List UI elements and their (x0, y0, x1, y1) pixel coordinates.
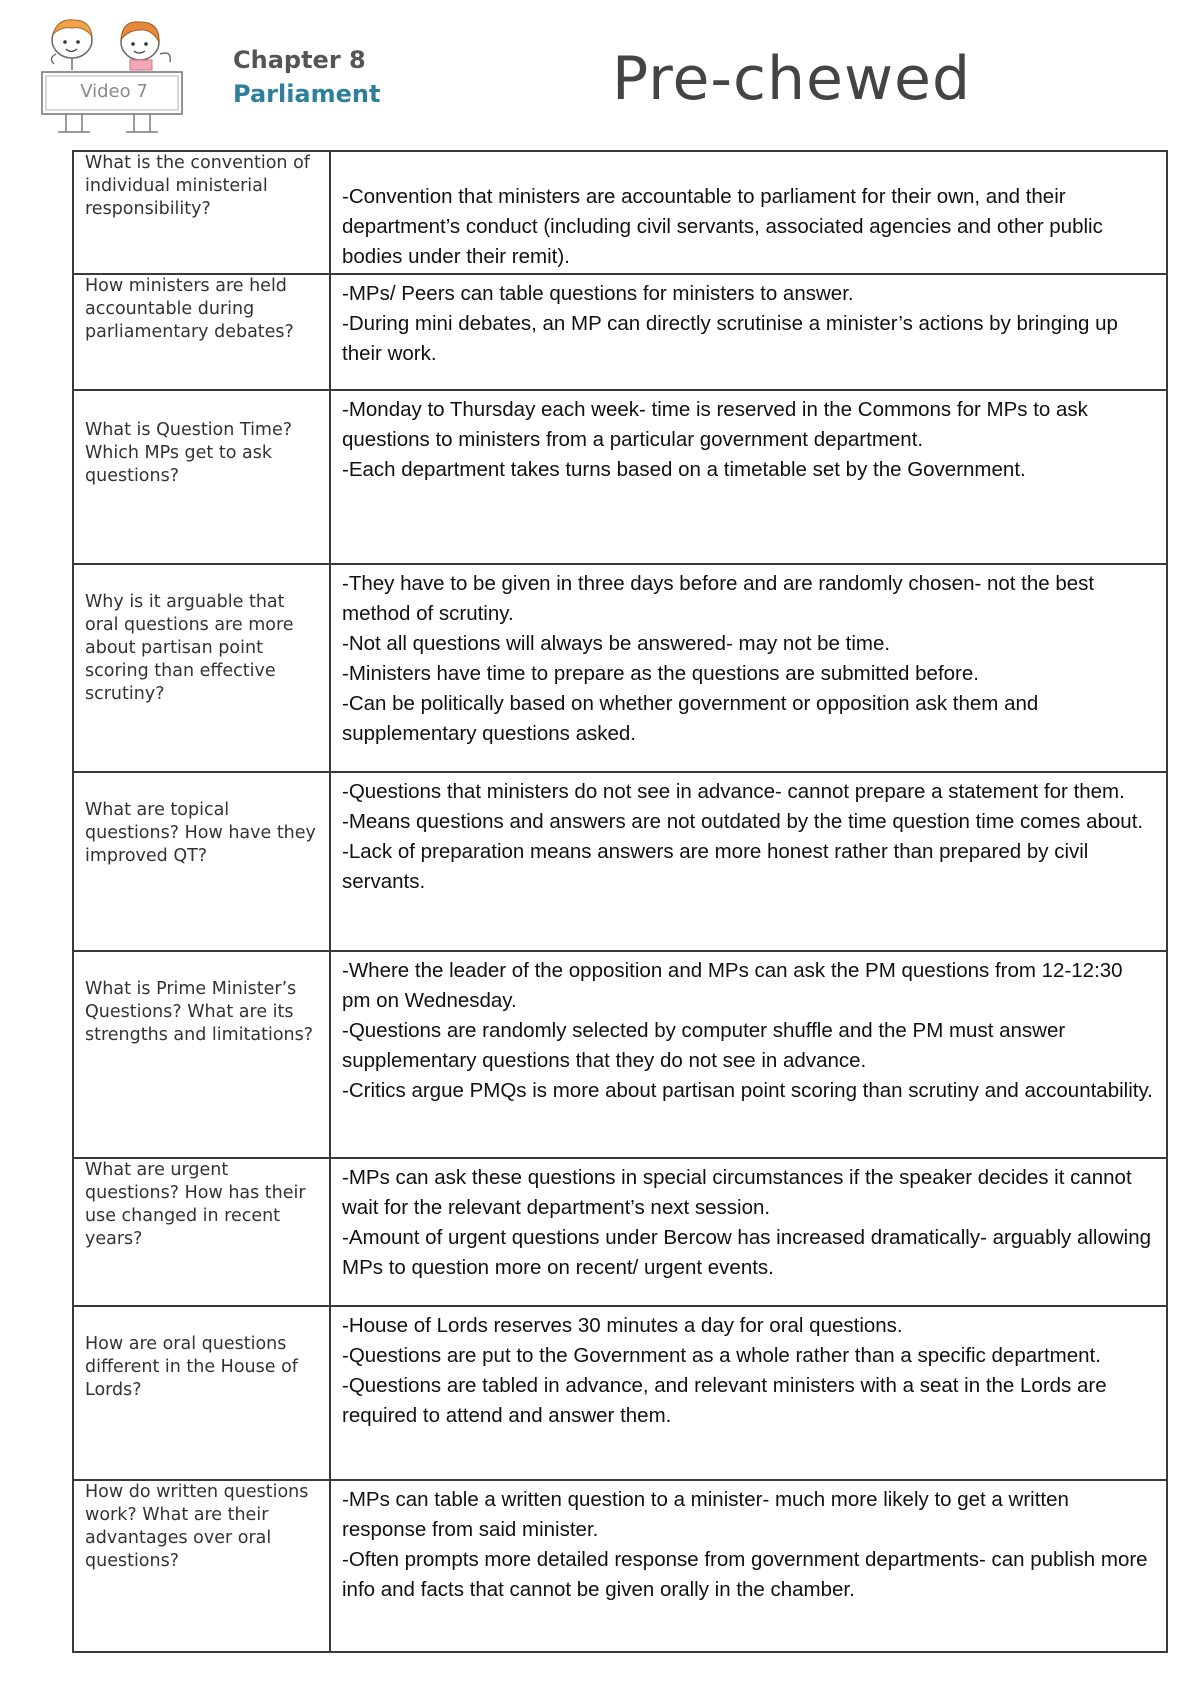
answer-cell (330, 564, 1167, 772)
question-text: What is the convention of individual ministerial responsibility? (85, 153, 310, 219)
answer-line: -House of Lords reserves 30 minutes a day for oral questions. (342, 1314, 903, 1337)
question-text: How are oral questions different in the House of Lords? (85, 1334, 298, 1400)
chapter-number: Chapter 8 (233, 46, 366, 74)
video-logo (38, 14, 198, 142)
table-row (73, 1480, 1167, 1652)
answer-line: -Often prompts more detailed response from government departments- can publish more info and facts that cannot be given orally in the chamber. (342, 1548, 1148, 1601)
document-title: Pre-chewed (612, 44, 972, 114)
answer-cell (330, 1480, 1167, 1652)
answer-line: -Amount of urgent questions under Bercow has increased dramatically- arguably allowing MPs to question more on recent/ urgent events. (342, 1226, 1152, 1279)
answer-line: -Critics argue PMQs is more about partisan point scoring than scrutiny and accountability. (342, 1079, 1153, 1102)
table-row (73, 1306, 1167, 1480)
answer-line: -Monday to Thursday each week- time is reserved in the Commons for MPs to ask questions to ministers from a particular government department. (342, 398, 1088, 451)
answer-line: -Means questions and answers are not outdated by the time question time comes about. (342, 810, 1144, 833)
question-cell (73, 1306, 330, 1480)
table-row (73, 564, 1167, 772)
table-row (73, 772, 1167, 951)
cartoon-kids-sign-icon (38, 14, 198, 142)
answer-line: -Each department takes turns based on a timetable set by the Government. (342, 458, 1026, 481)
table-row (73, 274, 1167, 390)
answer-cell (330, 390, 1167, 564)
answer-cell (330, 772, 1167, 951)
answer-line: -Questions are tabled in advance, and relevant ministers with a seat in the Lords are required to attend and answer them. (342, 1374, 1107, 1427)
answer-line: -MPs can table a written question to a minister- much more likely to get a written response from said minister. (342, 1488, 1069, 1541)
answer-line: -During mini debates, an MP can directly scrutinise a minister’s actions by bringing up their work. (342, 312, 1118, 365)
question-cell (73, 390, 330, 564)
question-text: How ministers are held accountable during parliamentary debates? (85, 276, 294, 342)
answer-line: -Questions that ministers do not see in advance- cannot prepare a statement for them. (342, 780, 1125, 803)
question-text: How do written questions work? What are their advantages over oral questions? (85, 1482, 309, 1571)
answer-line: -Not all questions will always be answered- may not be time. (342, 632, 891, 655)
answer-line: -MPs/ Peers can table questions for ministers to answer. (342, 282, 854, 305)
question-cell (73, 772, 330, 951)
answer-line: -Can be politically based on whether government or opposition ask them and supplementary questions asked. (342, 692, 1039, 745)
question-cell (73, 151, 330, 274)
question-cell (73, 951, 330, 1158)
answer-line: -Lack of preparation means answers are more honest rather than prepared by civil servants. (342, 840, 1089, 893)
chapter-subject: Parliament (233, 80, 381, 108)
question-cell (73, 564, 330, 772)
table-row (73, 151, 1167, 274)
answer-line: -Questions are randomly selected by computer shuffle and the PM must answer supplementary questions that they do not see in advance. (342, 1019, 1066, 1072)
question-cell (73, 274, 330, 390)
answer-line: -They have to be given in three days before and are randomly chosen- not the best method of scrutiny. (342, 572, 1095, 625)
question-cell (73, 1480, 330, 1652)
table-row (73, 951, 1167, 1158)
question-cell (73, 1158, 330, 1306)
answer-cell (330, 1306, 1167, 1480)
question-text: What is Question Time? Which MPs get to ask questions? (85, 420, 293, 486)
answer-cell (330, 1158, 1167, 1306)
question-text: What are topical questions? How have they improved QT? (85, 800, 316, 866)
answer-line: -Questions are put to the Government as a whole rather than a specific department. (342, 1344, 1101, 1367)
answer-line: -Where the leader of the opposition and MPs can ask the PM questions from 12-12:30 pm on Wednesday. (342, 959, 1123, 1012)
question-text: What are urgent questions? How has their use changed in recent years? (85, 1160, 306, 1249)
answer-line: -MPs can ask these questions in special circumstances if the speaker decides it cannot wait for the relevant department’s next session. (342, 1166, 1132, 1219)
answer-cell (330, 951, 1167, 1158)
answer-cell (330, 151, 1167, 274)
answer-cell (330, 274, 1167, 390)
answer-line: -Convention that ministers are accountable to parliament for their own, and their department’s conduct (including civil servants, associated agencies and other public bodies under their remit). (342, 185, 1103, 268)
table-row (73, 390, 1167, 564)
logo-label: Video 7 (80, 81, 148, 102)
question-text: Why is it arguable that oral questions are more about partisan point scoring than effective scrutiny? (85, 592, 294, 704)
qa-table (72, 150, 1168, 1653)
question-text: What is Prime Minister’s Questions? What are its strengths and limitations? (85, 979, 314, 1045)
table-row (73, 1158, 1167, 1306)
answer-line: -Ministers have time to prepare as the questions are submitted before. (342, 662, 979, 685)
